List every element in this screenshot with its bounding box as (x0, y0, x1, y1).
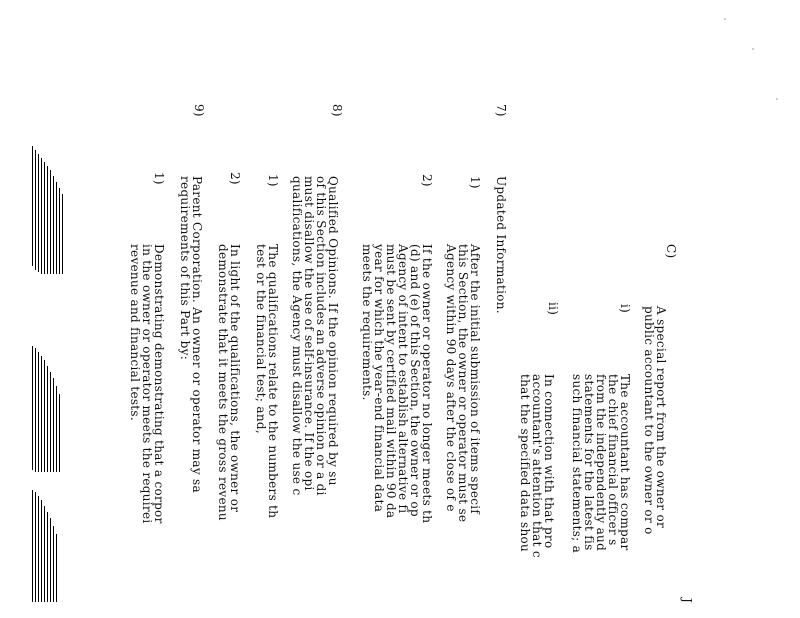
section-8-q2-line-1: In light of the qualifications, the owner or (228, 244, 242, 513)
item-i-marker: i) (618, 304, 632, 314)
item-i-line-2: the chief financial officer s (606, 374, 620, 546)
section-7-p1-line-3: Agency within 90 days after the close of e (444, 244, 458, 512)
item-i-line-4: statements for the latest fis (582, 374, 596, 551)
revision-bars-group-2 (32, 346, 66, 476)
top-letter: J (680, 598, 694, 604)
section-8-q1-marker: 1) (266, 174, 280, 187)
section-8-q2-marker: 2) (228, 172, 242, 185)
section-7-heading: Updated Information. (494, 176, 508, 314)
item-i-line-1: The accountant has compar (618, 374, 632, 551)
scan-speck (776, 98, 778, 100)
revision-bars-group-1 (32, 146, 66, 276)
section-8-q1-line-2: test or the financial test; and, (254, 244, 268, 434)
section-7-p1-marker: 1) (468, 176, 482, 189)
section-7-p2-line-6: meets the requirements. (360, 244, 374, 401)
section-9-p1-line-3: revenue and financial tests. (128, 244, 142, 422)
section-9-p1-marker: 1) (152, 172, 166, 185)
item-ii-line-2: accountant's attention that c (530, 374, 544, 558)
item-c-line-2: public accountant to the owner or o (642, 306, 656, 535)
section-8-line-2: of this Section includes an adverse opinion or a di (314, 176, 328, 496)
item-c-line-1: A special report from the owner or (654, 306, 668, 529)
item-ii-line-1: In connection with that pro (542, 374, 556, 549)
item-i-line-5: such financial statements; a (570, 374, 584, 554)
section-8-line-3: must disallow the use of self-insurance. If the opi (302, 176, 316, 491)
item-ii-line-3: that the specified data shou (518, 374, 532, 553)
section-7-p1-line-1: After the initial submission of items specif (468, 244, 482, 515)
section-8-line-4: qualifications, the Agency must disallow the use c (290, 176, 304, 496)
section-7-p2-marker: 2) (420, 174, 434, 187)
section-7-p2-line-2: (d) and (e) of this Section, the owner or op (408, 244, 422, 517)
section-7-p2-line-4: must be sent by certified mail within 90 da (384, 244, 398, 519)
revision-bars-group-3 (32, 490, 66, 605)
section-7-p2-line-3: Agency of intent to establish alternative fi (396, 244, 410, 514)
section-8-q2-line-2: demonstrate that it meets the gross revenu (216, 244, 230, 521)
section-9-line-2: requirements of this Part by: (178, 176, 192, 361)
section-7-marker: 7) (494, 104, 508, 117)
section-9-marker: 9) (192, 104, 206, 117)
section-7-p2-line-5: year for which the year-end financial data (372, 244, 386, 513)
scan-speck (724, 18, 726, 20)
section-9-p1-line-2: in the owner or operator meets the requirei (140, 244, 154, 524)
scan-speck (752, 48, 754, 50)
section-8-marker: 8) (330, 104, 344, 117)
item-c-marker: C) (664, 244, 678, 259)
item-ii-marker: ii) (546, 302, 560, 316)
section-8-line-1: Qualified Opinions. If the opinion required by su (326, 176, 340, 486)
section-7-p1-line-2: this Section, the owner or operator must se (456, 244, 470, 523)
item-i-line-3: from the independently aud (594, 374, 608, 552)
section-8-q1-line-1: The qualifications relate to the numbers th (266, 244, 280, 519)
section-9-line-1: Parent Corporation. An owner or operator may sa (190, 176, 204, 493)
section-7-p2-line-1: If the owner or operator no longer meets th (420, 244, 434, 524)
section-9-p1-line-1: Demonstrating demonstrating that a corpor (152, 244, 166, 524)
